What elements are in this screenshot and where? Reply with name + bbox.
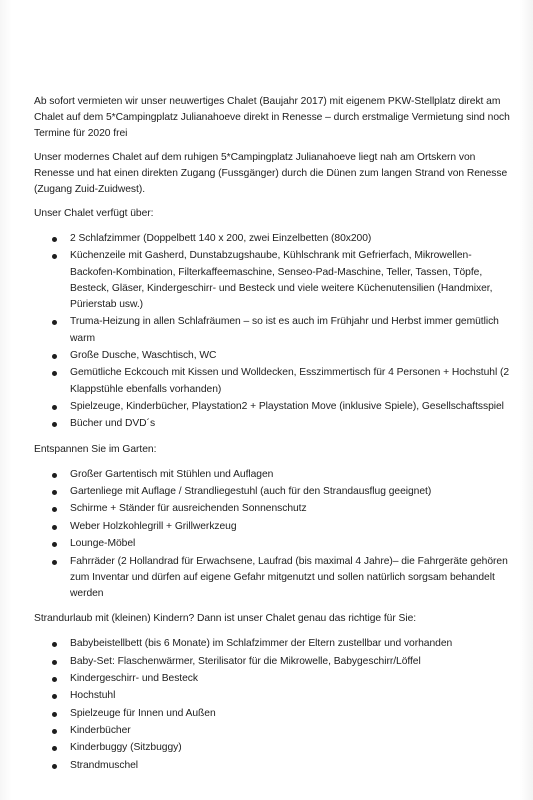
garden-heading: Entspannen Sie im Garten: bbox=[34, 443, 157, 455]
list-item bbox=[34, 314, 516, 346]
list-item-text: Lounge-Möbel bbox=[70, 538, 136, 550]
bullet-icon bbox=[52, 764, 57, 769]
list-item-text: Großer Gartentisch mit Stühlen und Auflagen bbox=[70, 468, 274, 480]
list-item-text: Bücher und DVD´s bbox=[70, 418, 156, 430]
bullet-icon bbox=[52, 712, 57, 717]
bullet-icon bbox=[52, 354, 57, 359]
list-item bbox=[34, 758, 516, 774]
bullet-icon bbox=[52, 729, 57, 734]
list-item-text: Truma-Heizung in allen Schlafräumen – so ist es auch im Frühjahr und Herbst immer gemütlich warm bbox=[70, 316, 499, 344]
bullet-icon bbox=[52, 490, 57, 495]
document-body bbox=[34, 94, 516, 775]
list-item bbox=[34, 399, 516, 415]
list-item bbox=[34, 536, 516, 552]
list-item bbox=[34, 740, 516, 756]
list-item-text: Gemütliche Eckcouch mit Kissen und Wolldecken, Esszimmertisch für 4 Personen + Hochstuhl (2 Klappstühle ebenfalls vorhanden) bbox=[70, 367, 510, 395]
bullet-icon bbox=[52, 694, 57, 699]
list-item bbox=[34, 688, 516, 704]
list-item bbox=[34, 706, 516, 722]
list-item bbox=[34, 636, 516, 652]
list-item bbox=[34, 484, 516, 500]
list-item-text: Babybeistellbett (bis 6 Monate) im Schlafzimmer der Eltern zustellbar und vorhanden bbox=[70, 638, 453, 650]
list-item-text: Kindergeschirr- und Besteck bbox=[70, 672, 198, 684]
list-item-text: Spielzeuge, Kinderbücher, Playstation2 + Playstation Move (inklusive Spiele), Gesellschaftsspiel bbox=[70, 400, 504, 412]
bullet-icon bbox=[52, 237, 57, 242]
list-item bbox=[34, 654, 516, 670]
list-item-text: Schirme + Ständer für ausreichenden Sonnenschutz bbox=[70, 503, 307, 515]
bullet-icon bbox=[52, 525, 57, 530]
garden-list bbox=[34, 467, 516, 603]
bullet-icon bbox=[52, 422, 57, 427]
list-item-text: Weber Holzkohlegrill + Grillwerkzeug bbox=[70, 520, 237, 532]
bullet-icon bbox=[52, 254, 57, 259]
bullet-icon bbox=[52, 473, 57, 478]
bullet-icon bbox=[52, 660, 57, 665]
list-item-text: Große Dusche, Waschtisch, WC bbox=[70, 349, 217, 361]
bullet-icon bbox=[52, 405, 57, 410]
list-item bbox=[34, 248, 516, 313]
list-item bbox=[34, 671, 516, 687]
kids-heading: Strandurlaub mit (kleinen) Kindern? Dann ist unser Chalet genau das richtige für Sie: bbox=[34, 613, 417, 625]
bullet-icon bbox=[52, 642, 57, 647]
list-item-text: Kinderbuggy (Sitzbuggy) bbox=[70, 742, 182, 754]
bullet-icon bbox=[52, 507, 57, 512]
list-item-text: Strandmuschel bbox=[70, 759, 139, 771]
list-item-text: Gartenliege mit Auflage / Strandliegestuhl (auch für den Strandausflug geeignet) bbox=[70, 485, 432, 497]
amenities-heading: Unser Chalet verfügt über: bbox=[34, 208, 154, 219]
bullet-icon bbox=[52, 371, 57, 376]
list-item bbox=[34, 416, 516, 432]
list-item-text: Baby-Set: Flaschenwärmer, Sterilisator für die Mikrowelle, Babygeschirr/Löffel bbox=[70, 655, 421, 667]
bullet-icon bbox=[52, 560, 57, 565]
list-item-text: Fahrräder (2 Hollandrad für Erwachsene, Laufrad (bis maximal 4 Jahre)– die Fahrgeräte gehören zum Inventar und dürfen auf eigene Gefahr mitgenutzt und sollen natürlich sorgsam behandelt werden bbox=[70, 555, 508, 599]
list-item-text: 2 Schlafzimmer (Doppelbett 140 x 200, zwei Einzelbetten (80x200) bbox=[70, 233, 372, 244]
list-item-text: Spielzeuge für Innen und Außen bbox=[70, 707, 216, 719]
chalet-description-paragraph: Unser modernes Chalet auf dem ruhigen 5*Campingplatz Julianahoeve liegt nah am Ortskern von Renesse und hat einen direkten Zugang (Fussgänger) durch die Dünen zum langen Strand von Renesse (Zugang Zuid-Zuidwest). bbox=[34, 152, 508, 195]
intro-paragraph: Ab sofort vermieten wir unser neuwertiges Chalet (Baujahr 2017) mit eigenem PKW-Stellplatz direkt am Chalet auf dem 5*Campingplatz Julianahoeve direkt in Renesse – durch erstmalige Vermietung sind noch Termine für 2020 frei bbox=[34, 96, 510, 139]
list-item bbox=[34, 231, 516, 247]
list-item bbox=[34, 348, 516, 364]
list-item-text: Hochstuhl bbox=[70, 690, 116, 702]
list-item bbox=[34, 519, 516, 535]
kids-list bbox=[34, 636, 516, 774]
list-item bbox=[34, 723, 516, 739]
bullet-icon bbox=[52, 746, 57, 751]
list-item bbox=[34, 501, 516, 517]
list-item bbox=[34, 467, 516, 483]
list-item-text: Kinderbücher bbox=[70, 725, 131, 737]
list-item-text: Küchenzeile mit Gasherd, Dunstabzugshaube, Kühlschrank mit Gefrierfach, Mikrowellen-Backofen-Kombination, Filterkaffeemaschine, Senseo-Pad-Maschine, Teller, Tassen, Töpfe, Besteck, Gläser, Kindergeschirr- und Besteck und viele weitere Küchenutensilien (Handmixer, Pürierstab usw.) bbox=[70, 250, 493, 310]
list-item bbox=[34, 365, 516, 397]
amenities-list bbox=[34, 231, 516, 433]
bullet-icon bbox=[52, 677, 57, 682]
bullet-icon bbox=[52, 542, 57, 547]
list-item bbox=[34, 554, 516, 603]
bullet-icon bbox=[52, 320, 57, 325]
